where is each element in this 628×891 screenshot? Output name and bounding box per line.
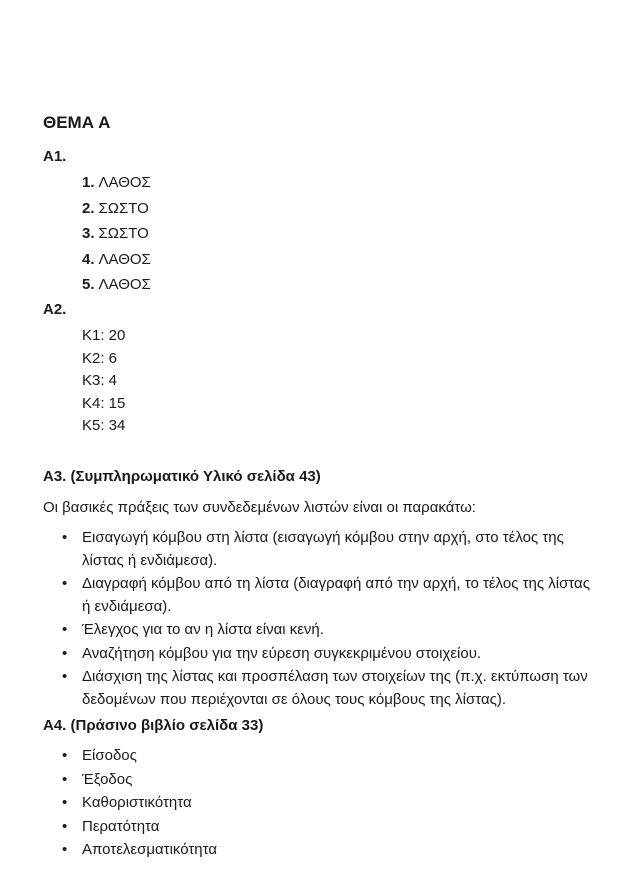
a3-bullet-item — [60, 666, 600, 711]
a3-label: Α3. (Συμπληρωματικό Υλικό σελίδα 43) — [43, 468, 321, 485]
a3-bullet-list — [60, 527, 600, 712]
a1-item — [82, 224, 151, 250]
a3-bullet-item — [60, 643, 600, 666]
item-answer: ΣΩΣΤΟ — [98, 225, 149, 242]
a4-label: Α4. (Πράσινο βιβλίο σελίδα 33) — [43, 717, 264, 734]
bullet-icon: • — [62, 770, 68, 788]
bullet-text: Διάσχιση της λίστας και προσπέλαση των στοιχείων της (π.χ. εκτύπωση των δεδομένων που περιέχονται σε όλους τους κόμβους της λίστας). — [82, 668, 588, 708]
bullet-text: Καθοριστικότητα — [82, 794, 192, 811]
bullet-text: Εισαγωγή κόμβου στη λίστα (εισαγωγή κόμβου στην αρχή, στο τέλος της λίστας ή ενδιάμεσα). — [82, 529, 564, 569]
a2-item: Κ1: 20 — [82, 327, 126, 344]
bullet-icon: • — [62, 794, 68, 811]
bullet-text: Έλεγχος για το αν η λίστα είναι κενή. — [82, 621, 324, 638]
item-answer: ΛΑΘΟΣ — [98, 174, 151, 191]
item-answer: ΛΑΘΟΣ — [98, 250, 151, 268]
bullet-text: Αναζήτηση κόμβου για την εύρεση συγκεκριμένου στοιχείου. — [82, 644, 482, 662]
a4-bullet-item — [60, 769, 600, 792]
a3-bullet-item — [60, 619, 600, 642]
item-number: 2. — [82, 199, 95, 217]
a2-item: Κ2: 6 — [82, 349, 118, 367]
bullet-icon: • — [62, 668, 68, 685]
bullet-icon: • — [62, 529, 68, 546]
a1-label: Α1. — [43, 148, 67, 165]
a4-bullet-item — [60, 745, 600, 768]
a1-item — [82, 275, 151, 301]
a2-item: Κ3: 4 — [82, 372, 118, 389]
a3-bullet-item — [60, 573, 600, 618]
a1-answer-list — [82, 173, 151, 301]
a3-intro: Οι βασικές πράξεις των συνδεδεμένων λιστών είναι οι παρακάτω: — [43, 499, 476, 516]
a4-bullet-item — [60, 839, 600, 862]
item-number: 3. — [82, 225, 95, 242]
item-number: 1. — [82, 174, 95, 191]
a2-label: Α2. — [43, 301, 67, 318]
bullet-icon: • — [62, 841, 68, 858]
bullet-text: Είσοδος — [82, 747, 137, 764]
section-title: ΘΕΜΑ Α — [43, 113, 111, 132]
bullet-icon: • — [62, 747, 68, 764]
a2-item: Κ5: 34 — [82, 417, 126, 434]
a3-bullet-item — [60, 527, 600, 572]
bullet-text: Διαγραφή κόμβου από τη λίστα (διαγραφή από την αρχή, το τέλος της λίστας ή ενδιάμεσα). — [82, 575, 590, 615]
a2-item: Κ4: 15 — [82, 394, 126, 412]
a4-bullet-item — [60, 792, 600, 815]
bullet-text: Αποτελεσματικότητα — [82, 841, 217, 858]
a4-bullet-item — [60, 816, 600, 839]
a4-bullet-list — [60, 745, 600, 863]
item-answer: ΛΑΘΟΣ — [98, 276, 151, 293]
bullet-text: Έξοδος — [82, 770, 133, 788]
item-number: 4. — [82, 250, 95, 268]
a2-value-list — [82, 327, 125, 440]
a1-item — [82, 173, 151, 199]
bullet-icon: • — [62, 817, 68, 835]
a1-item — [82, 199, 151, 225]
item-number: 5. — [82, 276, 95, 293]
bullet-text: Περατότητα — [82, 817, 160, 835]
bullet-icon: • — [62, 621, 68, 638]
bullet-icon: • — [62, 575, 68, 592]
a1-item — [82, 250, 151, 276]
bullet-icon: • — [62, 644, 68, 662]
item-answer: ΣΩΣΤΟ — [98, 199, 149, 217]
